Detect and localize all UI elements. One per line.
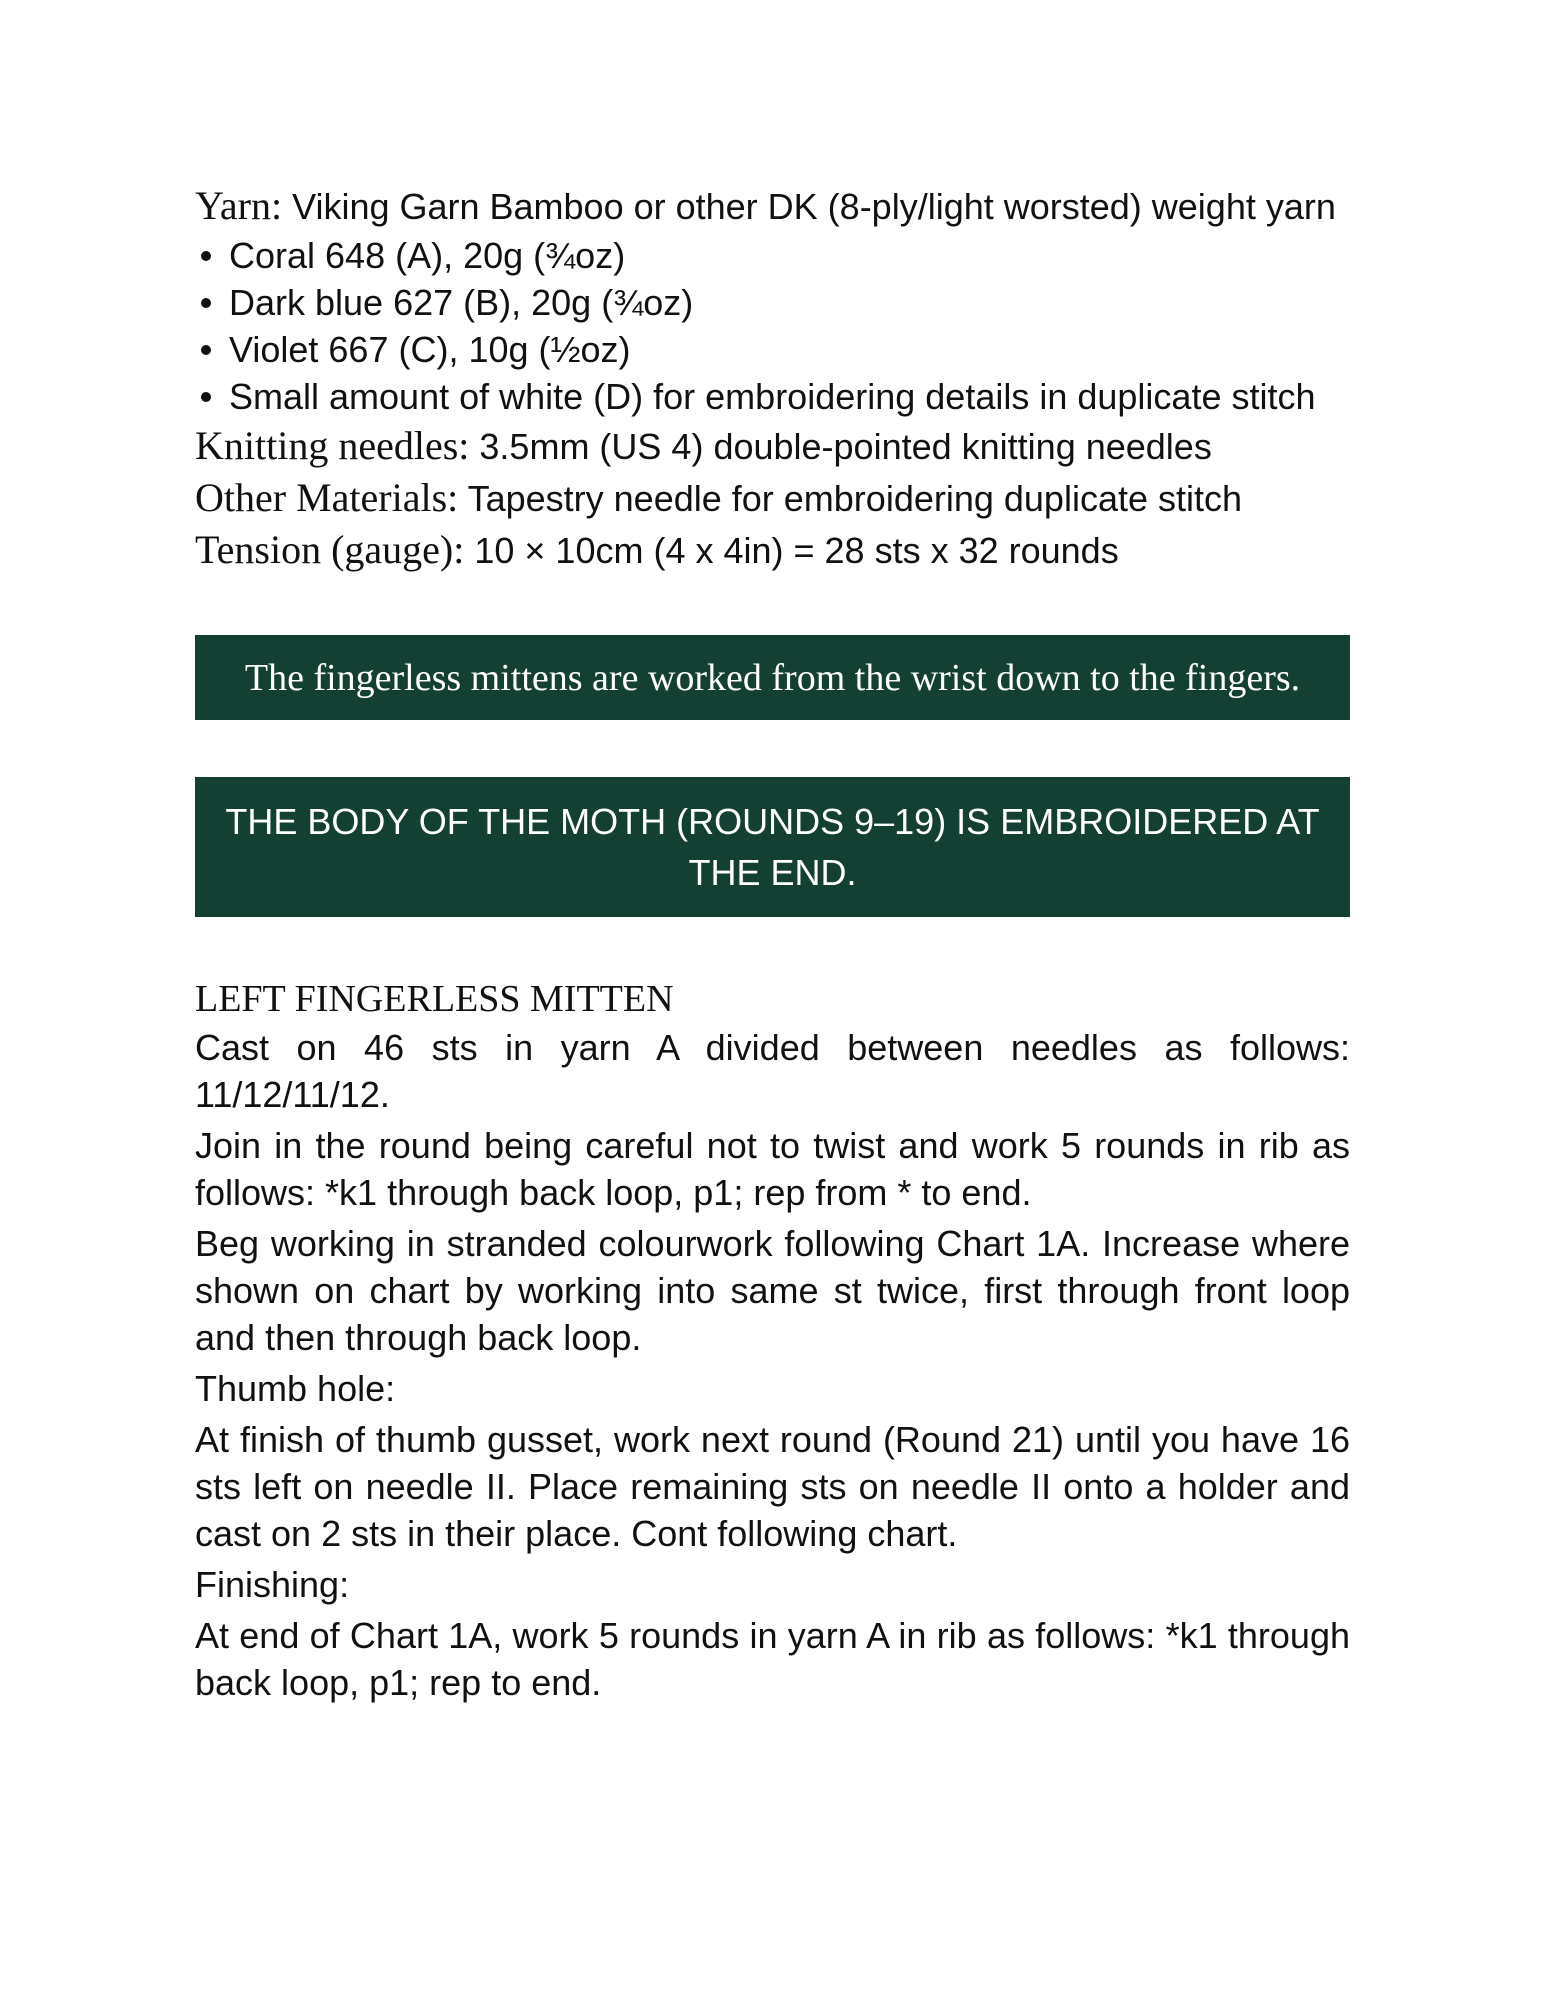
yarn-label: Yarn: xyxy=(195,183,283,228)
join-instruction: Join in the round being careful not to twist and work 5 rounds in rib as follows: *k1 through back loop, p1; rep from * to end. xyxy=(195,1125,1350,1213)
pattern-page xyxy=(195,180,1350,1710)
tension-text: 10 × 10cm (4 x 4in) = 28 sts x 32 rounds xyxy=(464,530,1119,571)
list-item: Violet 667 (C), 10g (½oz) xyxy=(229,326,1350,373)
list-item: Coral 648 (A), 20g (¾oz) xyxy=(229,232,1350,279)
finishing-heading: Finishing: xyxy=(195,1564,350,1605)
section-title: LEFT FINGERLESS MITTEN xyxy=(195,978,674,1020)
embroidery-note-text: THE BODY OF THE MOTH (ROUNDS 9–19) IS EMBROIDERED AT THE END. xyxy=(225,801,1320,893)
thumb-heading: Thumb hole: xyxy=(195,1368,396,1409)
embroidery-note-banner xyxy=(195,777,1350,917)
yarn-text: Viking Garn Bamboo or other DK (8-ply/light worsted) weight yarn xyxy=(282,186,1336,227)
thumb-instruction: At finish of thumb gusset, work next round (Round 21) until you have 16 sts left on needle II. Place remaining sts on needle II onto a holder and cast on 2 sts in their place. Cont following chart. xyxy=(195,1419,1350,1554)
needles-text: 3.5mm (US 4) double-pointed knitting needles xyxy=(469,426,1212,467)
needles-spec xyxy=(195,420,1350,472)
tension-label: Tension (gauge): xyxy=(195,527,465,572)
colourwork-instruction: Beg working in stranded colourwork following Chart 1A. Increase where shown on chart by working into same st twice, first through front loop and then through back loop. xyxy=(195,1223,1350,1358)
colour-list xyxy=(195,232,1350,420)
direction-note-text: The fingerless mittens are worked from the wrist down to the fingers. xyxy=(244,656,1301,699)
needles-label: Knitting needles: xyxy=(195,423,470,468)
cast-on-instruction: Cast on 46 sts in yarn A divided between needles as follows: 11/12/11/12. xyxy=(195,1027,1350,1115)
other-materials-spec xyxy=(195,472,1350,524)
yarn-spec xyxy=(195,180,1350,232)
direction-note-banner xyxy=(195,635,1350,720)
list-item: Dark blue 627 (B), 20g (¾oz) xyxy=(229,279,1350,326)
tension-spec xyxy=(195,524,1350,576)
other-materials-text: Tapestry needle for embroidering duplicate stitch xyxy=(458,478,1243,519)
list-item: Small amount of white (D) for embroidering details in duplicate stitch xyxy=(229,373,1350,420)
other-materials-label: Other Materials: xyxy=(195,475,459,520)
finishing-instruction: At end of Chart 1A, work 5 rounds in yarn A in rib as follows: *k1 through back loop, p1; rep to end. xyxy=(195,1615,1350,1703)
